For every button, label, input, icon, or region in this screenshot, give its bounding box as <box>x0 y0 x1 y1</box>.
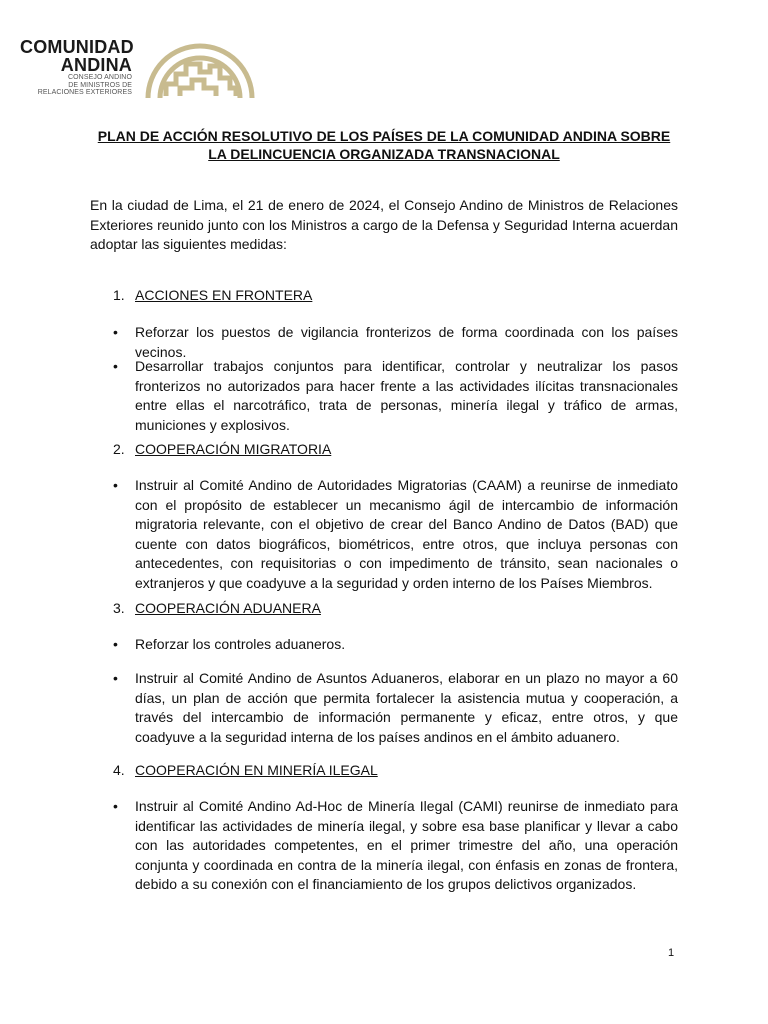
document-title <box>60 127 708 163</box>
bullet-icon: • <box>113 358 118 374</box>
section-number: 4. <box>113 762 125 778</box>
logo-sub-line3: RELACIONES EXTERIORES <box>37 89 132 96</box>
logo-org-line1: COMUNIDAD <box>20 37 134 57</box>
section-heading-aduanera <box>113 599 321 618</box>
section-title: ACCIONES EN FRONTERA <box>135 287 313 303</box>
intro-paragraph: En la ciudad de Lima, el 21 de enero de 2024, el Consejo Andino de Ministros de Relaciones Exteriores reunido junto con los Ministros a cargo de la Defensa y Seguridad Interna acuerdan adoptar las siguientes medidas: <box>90 197 678 252</box>
section-number: 1. <box>113 287 125 303</box>
section-heading-mineria <box>113 761 378 780</box>
list-item <box>113 357 678 435</box>
title-line2: LA DELINCUENCIA ORGANIZADA TRANSNACIONAL <box>208 146 560 162</box>
list-item <box>113 797 678 895</box>
section-number: 2. <box>113 441 125 457</box>
list-item <box>113 635 678 655</box>
bullet-icon: • <box>113 324 118 340</box>
list-item-text: Instruir al Comité Andino Ad-Hoc de Minería Ilegal (CAMI) reunirse de inmediato para identificar las actividades de minería ilegal, y sobre esa base planificar y llevar a cabo con las autoridades competentes, en el primer trimestre del año, una operación conjunta y coordinada en contra de la minería ilegal, con énfasis en zonas de frontera, debido a su conexión con el financiamiento de los grupos delictivos organizados. <box>135 798 678 892</box>
list-item <box>113 669 678 747</box>
list-item-text: Desarrollar trabajos conjuntos para identificar, controlar y neutralizar los pasos fronterizos no autorizados para hacer frente a las actividades ilícitas transnacionales entre ellas el narcotráfico, trata de personas, minería ilegal y tráfico de armas, municiones y explosivos. <box>135 358 678 433</box>
list-item-text: Reforzar los controles aduaneros. <box>135 636 346 652</box>
logo-sub-line1: CONSEJO ANDINO <box>67 74 132 81</box>
logo <box>20 38 260 108</box>
bullet-icon: • <box>113 477 118 493</box>
section-heading-frontera <box>113 286 312 305</box>
section-title: COOPERACIÓN EN MINERÍA ILEGAL <box>135 762 378 778</box>
list-item-text: Reforzar los puestos de vigilancia fronterizos de forma coordinada con los países vecinos. <box>135 324 678 360</box>
bullet-icon: • <box>113 670 118 686</box>
logo-text <box>20 38 132 97</box>
bullet-icon: • <box>113 798 118 814</box>
section-title: COOPERACIÓN ADUANERA <box>135 600 321 616</box>
list-item-text: Instruir al Comité Andino de Asuntos Aduaneros, elaborar en un plazo no mayor a 60 días, un plan de acción que permita fortalecer la asistencia mutua y cooperación, a través del intercambio de información permanente y eficaz, entre otros, y que coadyuve a la seguridad interna de los países andinos en el ámbito aduanero. <box>135 670 678 745</box>
section-number: 3. <box>113 600 125 616</box>
title-line1: PLAN DE ACCIÓN RESOLUTIVO DE LOS PAÍSES DE LA COMUNIDAD ANDINA SOBRE <box>97 128 671 144</box>
bullet-icon: • <box>113 636 118 652</box>
list-item <box>113 476 678 593</box>
section-heading-migratoria <box>113 440 331 459</box>
page-number: 1 <box>668 947 675 959</box>
logo-org-line2: ANDINA <box>60 55 132 75</box>
andean-emblem-icon <box>144 42 256 100</box>
section-title: COOPERACIÓN MIGRATORIA <box>135 441 332 457</box>
logo-sub-line2: DE MINISTROS DE <box>68 81 132 89</box>
list-item-text: Instruir al Comité Andino de Autoridades Migratorias (CAAM) a reunirse de inmediato con el propósito de establecer un mecanismo ágil de intercambio de información migratoria relevante, con el objetivo de crear del Banco Andino de Datos (BAD) que cuente con datos biográficos, biométricos, entre otros, que incluya personas con antecedentes, con requisitorias o con impedimento de tránsito, sean nacionales o extranjeros y que coadyuve a la seguridad y orden interno de los Países Miembros. <box>135 477 678 591</box>
